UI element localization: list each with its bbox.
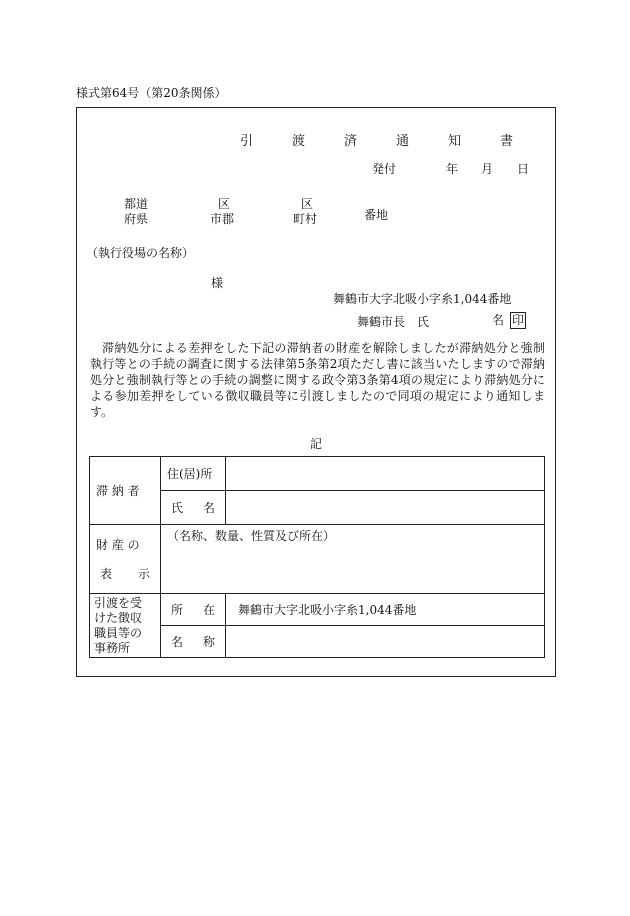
address-value-cell — [226, 457, 545, 491]
property-label-top: 財 産 の — [96, 538, 140, 552]
property-value-cell — [161, 525, 545, 594]
office-label-line-4: 事務所 — [94, 640, 131, 655]
office-label-line-2: けた徴収 — [94, 610, 143, 625]
location-label-cell — [161, 594, 226, 626]
office-name-value-cell — [226, 626, 545, 658]
address-banchi: 番地 — [364, 208, 389, 222]
delinquent-label: 滞 納 者 — [96, 484, 140, 498]
location-value-cell — [226, 594, 545, 626]
delinquent-label-cell — [90, 457, 161, 525]
property-label-cell — [90, 525, 161, 594]
issue-year-label: 年 — [446, 162, 459, 176]
sender-title: 舞鶴市長 氏 — [357, 315, 430, 329]
form-number: 様式第64号（第20条関係） — [76, 86, 227, 100]
document-title: 引 渡 済 通 知 書 — [240, 134, 527, 149]
name-label-cell — [161, 491, 226, 525]
address-chouson-top: 区 — [301, 197, 314, 211]
address-todofuken-bottom: 府県 — [124, 212, 149, 226]
address-todofuken-top: 都道 — [124, 197, 149, 211]
issue-label: 発付 — [372, 162, 397, 176]
property-label-bottom-left: 表 — [100, 567, 113, 581]
office-label-cell — [90, 594, 161, 658]
sender-address: 舞鶴市大字北吸小字糸1,044番地 — [333, 292, 512, 306]
sender-name-char: 名 — [492, 313, 505, 327]
issue-day-label: 日 — [517, 162, 530, 176]
property-note: （名称、数量、性質及び所在） — [167, 529, 336, 543]
office-label-line-1: 引渡を受 — [94, 595, 143, 610]
address-label: 住(居)所 — [167, 467, 213, 481]
office-name-label-right: 称 — [202, 635, 215, 649]
address-chouson-bottom: 町村 — [293, 212, 318, 226]
address-shigun-bottom: 市郡 — [210, 212, 235, 226]
detail-table — [89, 456, 545, 658]
name-label-right: 名 — [202, 501, 215, 515]
office-label-line-3: 職員等の — [94, 625, 143, 640]
name-label-left: 氏 — [171, 501, 184, 515]
recipient-name-label: （執行役場の名称） — [86, 246, 195, 260]
location-label-left: 所 — [171, 603, 184, 617]
name-value-cell — [226, 491, 545, 525]
address-label-cell — [161, 457, 226, 491]
notice-body: 滞納処分による差押をした下記の滞納者の財産を解除しましたが滞納処分と強制執行等との手続の調査に関する法律第5条第2項ただし書に該当いたしますので滞納処分と強制執行等との手続の調整に関する政令第3条第4項の規定により滞納処分による参加差押をしている徴収職員等に引渡しましたので同項の規定により通知します。 — [90, 341, 545, 419]
honorific: 様 — [211, 276, 224, 290]
office-name-label-cell — [161, 626, 226, 658]
address-shigun — [210, 197, 234, 227]
address-todofuken — [124, 197, 148, 227]
seal-mark: 印 — [512, 313, 525, 327]
sender-name-label — [492, 311, 526, 329]
address-shigun-top: 区 — [218, 197, 231, 211]
property-label-bottom-right: 示 — [137, 567, 150, 581]
address-chouson — [293, 197, 317, 227]
location-value: 舞鶴市大字北吸小字糸1,044番地 — [238, 603, 417, 617]
office-name-label-left: 名 — [171, 635, 184, 649]
location-label-right: 在 — [202, 603, 215, 617]
issue-month-label: 月 — [481, 162, 494, 176]
ki-heading: 記 — [310, 437, 323, 451]
